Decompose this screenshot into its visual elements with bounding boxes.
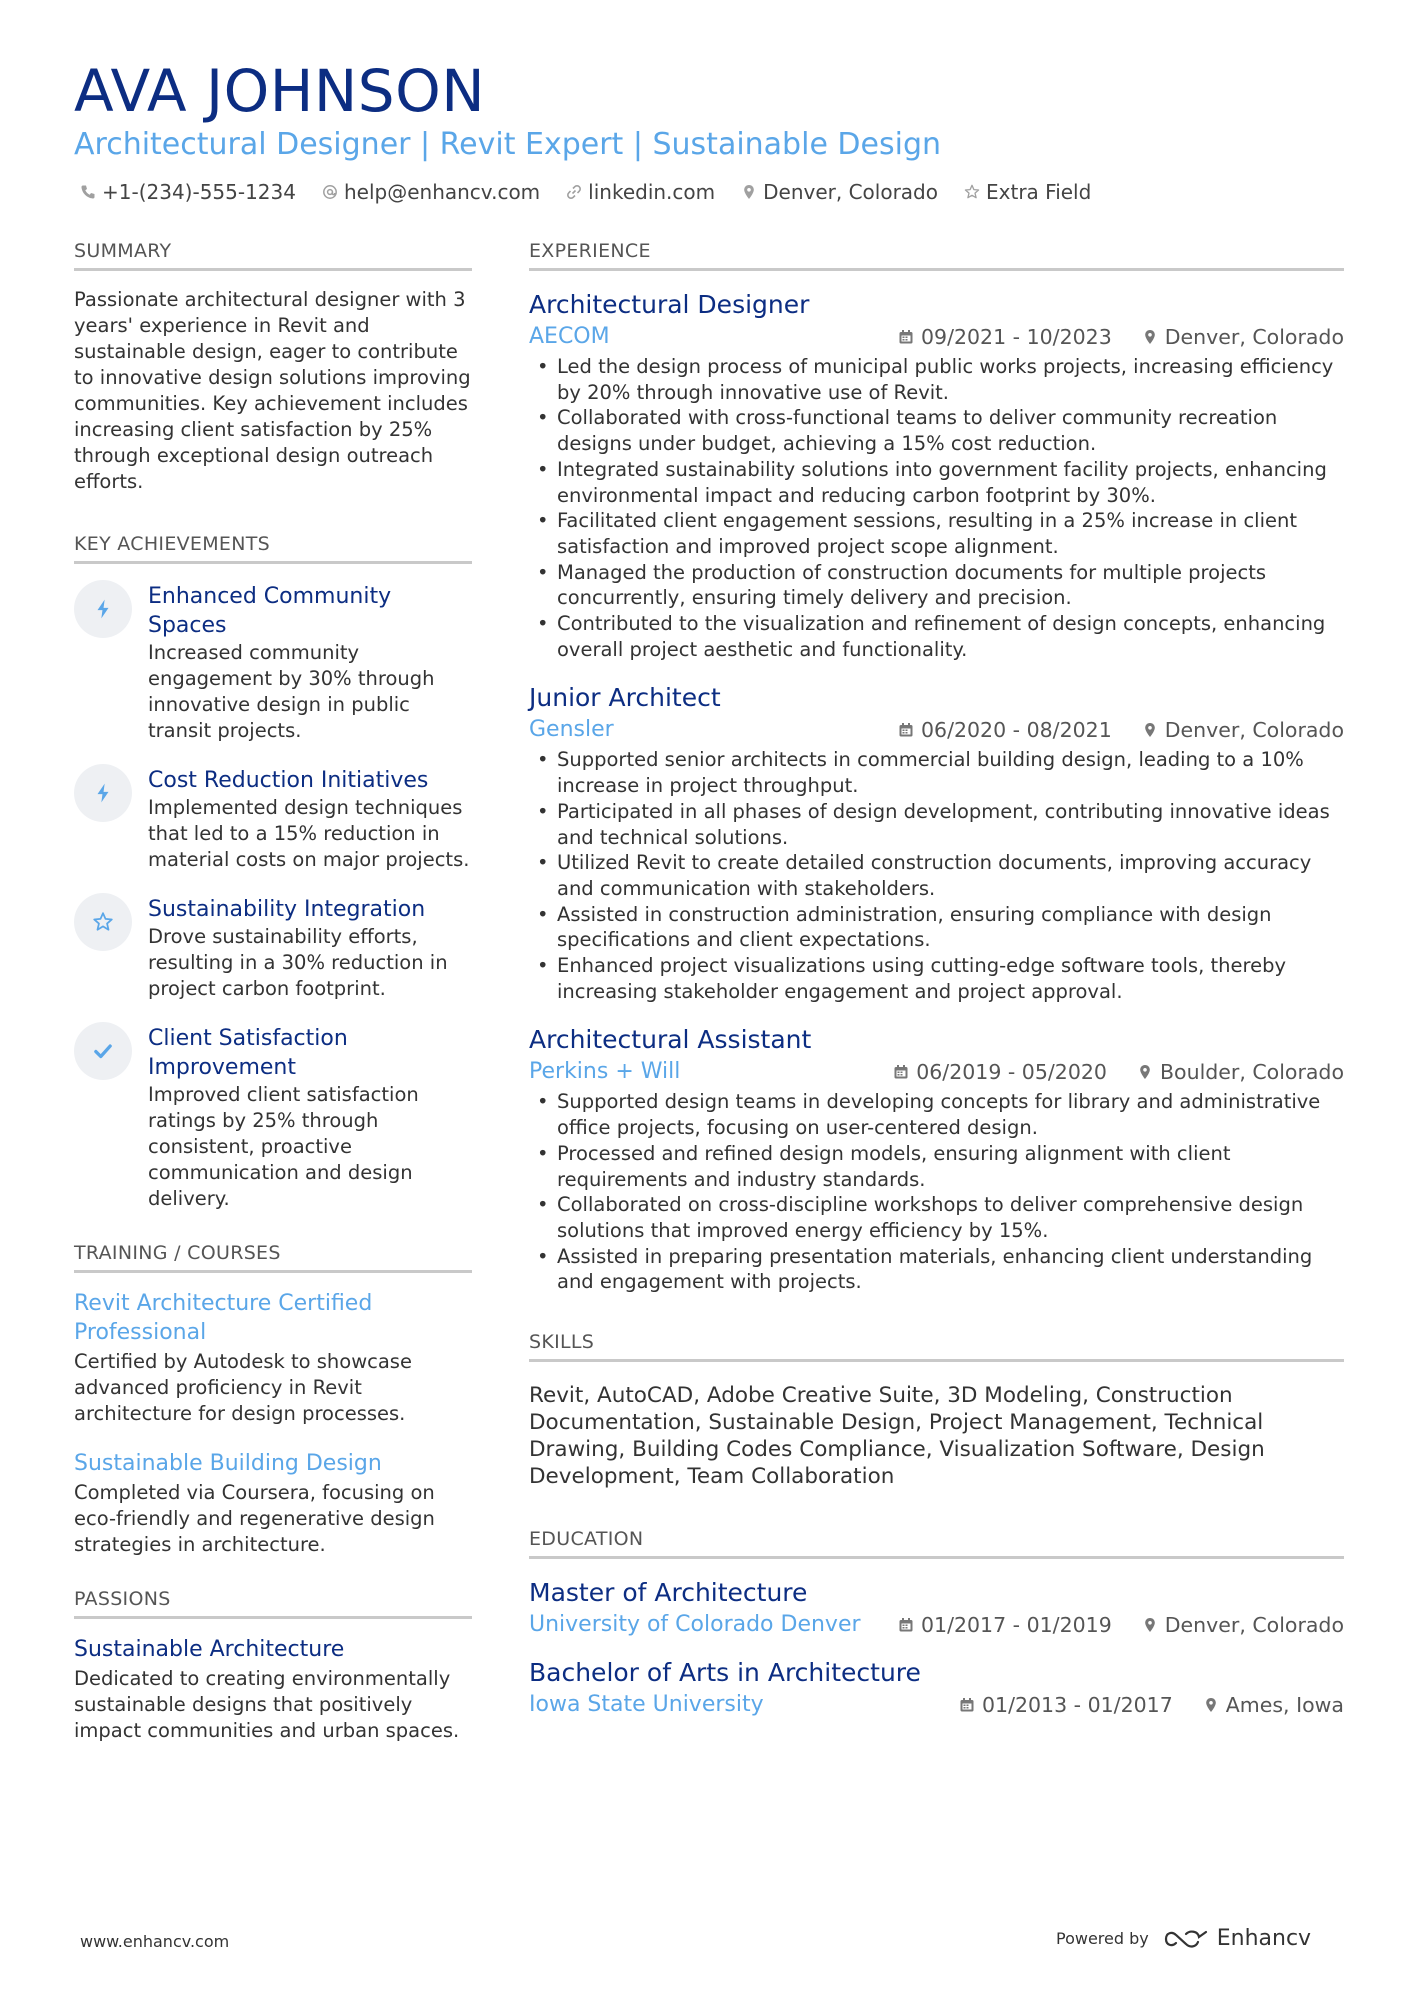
job-title: Junior Architect <box>529 683 721 713</box>
bullet-item: • Participated in all phases of design development, contributing innovative ideas and technical solutions. <box>529 799 1344 850</box>
job-bullets <box>529 747 1344 1004</box>
at-icon <box>322 184 338 200</box>
achievement-icon-wrap <box>74 1022 132 1080</box>
bullet-item: • Contributed to the visualization and refinement of design concepts, enhancing overall project aesthetic and functionality. <box>529 611 1344 662</box>
calendar-icon <box>898 1617 914 1633</box>
calendar-icon <box>898 722 914 738</box>
star-outline-icon <box>964 184 980 200</box>
calendar-icon <box>898 329 914 345</box>
check-icon <box>92 1040 114 1062</box>
achievement-desc: Improved client satisfaction ratings by 25% through consistent, proactive communication and design delivery. <box>148 1083 419 1210</box>
map-pin-icon <box>1142 722 1158 738</box>
degree-title: Bachelor of Arts in Architecture <box>529 1658 921 1688</box>
achievements-heading: KEY ACHIEVEMENTS <box>74 533 472 564</box>
achievement-title: Client Satisfaction Improvement <box>148 1026 348 1080</box>
education-section <box>529 1528 1344 1719</box>
achievement-title: Enhanced Community Spaces <box>148 584 392 638</box>
job-entry <box>529 1024 1344 1295</box>
candidate-name: AVA JOHNSON <box>74 57 486 125</box>
brand-text: Enhancv <box>1216 1926 1312 1951</box>
course-item <box>74 1289 472 1427</box>
map-pin-icon <box>1142 1617 1158 1633</box>
education-location: Ames, Iowa <box>1225 1693 1344 1718</box>
bullet-item: • Processed and refined design models, ensuring alignment with client requirements and industry standards. <box>529 1141 1344 1192</box>
achievement-desc: Implemented design techniques that led to a 15% reduction in material costs on major projects. <box>148 796 470 871</box>
achievement-title: Cost Reduction Initiatives <box>148 768 429 793</box>
course-desc: Certified by Autodesk to showcase advanced proficiency in Revit architecture for design processes. <box>74 1350 412 1425</box>
school-name: University of Colorado Denver <box>529 1612 861 1638</box>
map-pin-icon <box>1203 1697 1219 1713</box>
training-section <box>74 1242 472 1558</box>
skills-heading: SKILLS <box>529 1331 1344 1362</box>
education-entry <box>529 1657 1344 1719</box>
school-name: Iowa State University <box>529 1692 764 1718</box>
passions-section <box>74 1588 472 1744</box>
bullet-item: • Assisted in construction administration, ensuring compliance with design specifications and client expectations. <box>529 902 1344 953</box>
left-column <box>74 240 472 1744</box>
bullet-item: • Integrated sustainability solutions into government facility projects, enhancing environmental impact and reducing carbon footprint by 30%. <box>529 457 1344 508</box>
degree-title: Master of Architecture <box>529 1578 808 1608</box>
education-dates: 01/2013 - 01/2017 <box>981 1693 1173 1718</box>
education-dates: 01/2017 - 01/2019 <box>920 1613 1112 1638</box>
course-title: Revit Architecture Certified Professional <box>74 1291 373 1345</box>
bolt-icon <box>92 782 114 804</box>
experience-section <box>529 240 1344 1295</box>
job-dates: 06/2020 - 08/2021 <box>920 718 1112 743</box>
calendar-icon <box>893 1064 909 1080</box>
bullet-item: • Led the design process of municipal public works projects, increasing efficiency by 20% through innovative use of Revit. <box>529 354 1344 405</box>
contact-extra <box>964 180 1091 204</box>
extra-field-text: Extra Field <box>986 180 1092 204</box>
bullet-item: • Supported senior architects in commercial building design, leading to a 10% increase in project throughput. <box>529 747 1344 798</box>
course-title: Sustainable Building Design <box>74 1451 382 1476</box>
job-entry <box>529 289 1344 662</box>
job-bullets <box>529 354 1344 662</box>
summary-heading: SUMMARY <box>74 240 472 271</box>
achievement-icon-wrap <box>74 893 132 951</box>
map-pin-icon <box>1142 329 1158 345</box>
bullet-item: • Collaborated with cross-functional teams to deliver community recreation designs under budget, achieving a 15% cost reduction. <box>529 405 1344 456</box>
job-entry <box>529 682 1344 1004</box>
phone-icon <box>80 184 96 200</box>
job-title: Architectural Designer <box>529 290 810 319</box>
bullet-item: • Collaborated on cross-discipline workshops to deliver comprehensive design solutions that improved energy efficiency by 15%. <box>529 1192 1344 1243</box>
bullet-item: • Facilitated client engagement sessions, resulting in a 25% increase in client satisfaction and improved project scope alignment. <box>529 508 1344 559</box>
achievement-item <box>74 766 472 873</box>
email-text: help@enhancv.com <box>343 180 541 204</box>
bolt-icon <box>92 598 114 620</box>
enhancv-logo[interactable] <box>1163 1926 1311 1951</box>
linkedin-text: linkedin.com <box>588 180 716 204</box>
experience-heading: EXPERIENCE <box>529 240 1344 271</box>
job-company: Gensler <box>529 717 614 743</box>
job-dates: 06/2019 - 05/2020 <box>916 1060 1107 1085</box>
job-company: Perkins + Will <box>529 1059 681 1085</box>
achievement-item <box>74 582 472 744</box>
education-heading: EDUCATION <box>529 1528 1344 1559</box>
skills-text: Revit, AutoCAD, Adobe Creative Suite, 3D Modeling, Construction Documentation, Sustainable Design, Project Management, Technical Drawing, Building Codes Compliance, Visualization Software, Design Development, Team Collaboration <box>529 1383 1265 1490</box>
achievement-desc: Increased community engagement by 30% through innovative design in public transit projects. <box>148 641 435 742</box>
bullet-item: • Assisted in preparing presentation materials, enhancing client understanding and engagement with projects. <box>529 1244 1344 1295</box>
map-pin-icon <box>1137 1064 1153 1080</box>
map-pin-icon <box>741 184 757 200</box>
job-company: AECOM <box>529 324 610 349</box>
contact-bar <box>80 180 1091 204</box>
achievement-icon-wrap <box>74 764 132 822</box>
passion-desc: Dedicated to creating environmentally sustainable designs that positively impact communities and urban spaces. <box>74 1667 460 1742</box>
link-icon <box>566 184 582 200</box>
bullet-item: • Utilized Revit to create detailed construction documents, improving accuracy and communication with stakeholders. <box>529 850 1344 901</box>
bullet-item: • Supported design teams in developing concepts for library and administrative office projects, focusing on user-centered design. <box>529 1089 1344 1140</box>
footer-branding <box>1056 1926 1311 1951</box>
job-bullets <box>529 1089 1344 1295</box>
footer-website[interactable]: www.enhancv.com <box>80 1932 230 1951</box>
education-location: Denver, Colorado <box>1164 1613 1344 1638</box>
bullet-item: • Enhanced project visualizations using cutting-edge software tools, thereby increasing stakeholder engagement and project approval. <box>529 953 1344 1004</box>
education-entry <box>529 1577 1344 1639</box>
training-heading: TRAINING / COURSES <box>74 1242 472 1273</box>
calendar-icon <box>959 1697 975 1713</box>
job-dates: 09/2021 - 10/2023 <box>920 325 1112 349</box>
star-icon <box>92 911 114 933</box>
achievement-desc: Drove sustainability efforts, resulting in a 30% reduction in project carbon footprint. <box>148 925 448 1000</box>
bullet-item: • Managed the production of construction documents for multiple projects concurrently, ensuring timely delivery and precision. <box>529 560 1344 611</box>
summary-text: Passionate architectural designer with 3 years' experience in Revit and sustainable design, eager to contribute to innovative design solutions improving communities. Key achievement includes increasing client satisfaction by 25% through exceptional design outreach efforts. <box>74 288 471 493</box>
job-title: Architectural Assistant <box>529 1025 812 1055</box>
achievement-title: Sustainability Integration <box>148 897 426 922</box>
contact-linkedin[interactable] <box>566 180 715 204</box>
contact-phone[interactable] <box>80 180 296 204</box>
contact-location <box>741 180 938 204</box>
phone-text: +1-(234)-555-1234 <box>102 180 296 204</box>
job-location: Boulder, Colorado <box>1159 1060 1344 1085</box>
powered-by-text: Powered by <box>1056 1929 1149 1948</box>
achievement-item <box>74 1024 472 1212</box>
passions-heading: PASSIONS <box>74 1588 472 1619</box>
summary-section <box>74 240 472 495</box>
contact-email[interactable] <box>322 180 540 204</box>
candidate-headline: Architectural Designer | Revit Expert | Sustainable Design <box>74 127 942 162</box>
course-item <box>74 1449 472 1558</box>
achievement-item <box>74 895 472 1002</box>
passion-title: Sustainable Architecture <box>74 1637 345 1662</box>
right-column <box>529 240 1344 1737</box>
course-desc: Completed via Coursera, focusing on eco-friendly and regenerative design strategies in architecture. <box>74 1481 435 1556</box>
job-location: Denver, Colorado <box>1164 325 1344 349</box>
achievements-section <box>74 533 472 1212</box>
job-location: Denver, Colorado <box>1164 718 1344 743</box>
enhancv-logo-icon <box>1163 1928 1209 1950</box>
skills-section <box>529 1331 1344 1490</box>
achievement-icon-wrap <box>74 580 132 638</box>
location-text: Denver, Colorado <box>763 180 938 204</box>
